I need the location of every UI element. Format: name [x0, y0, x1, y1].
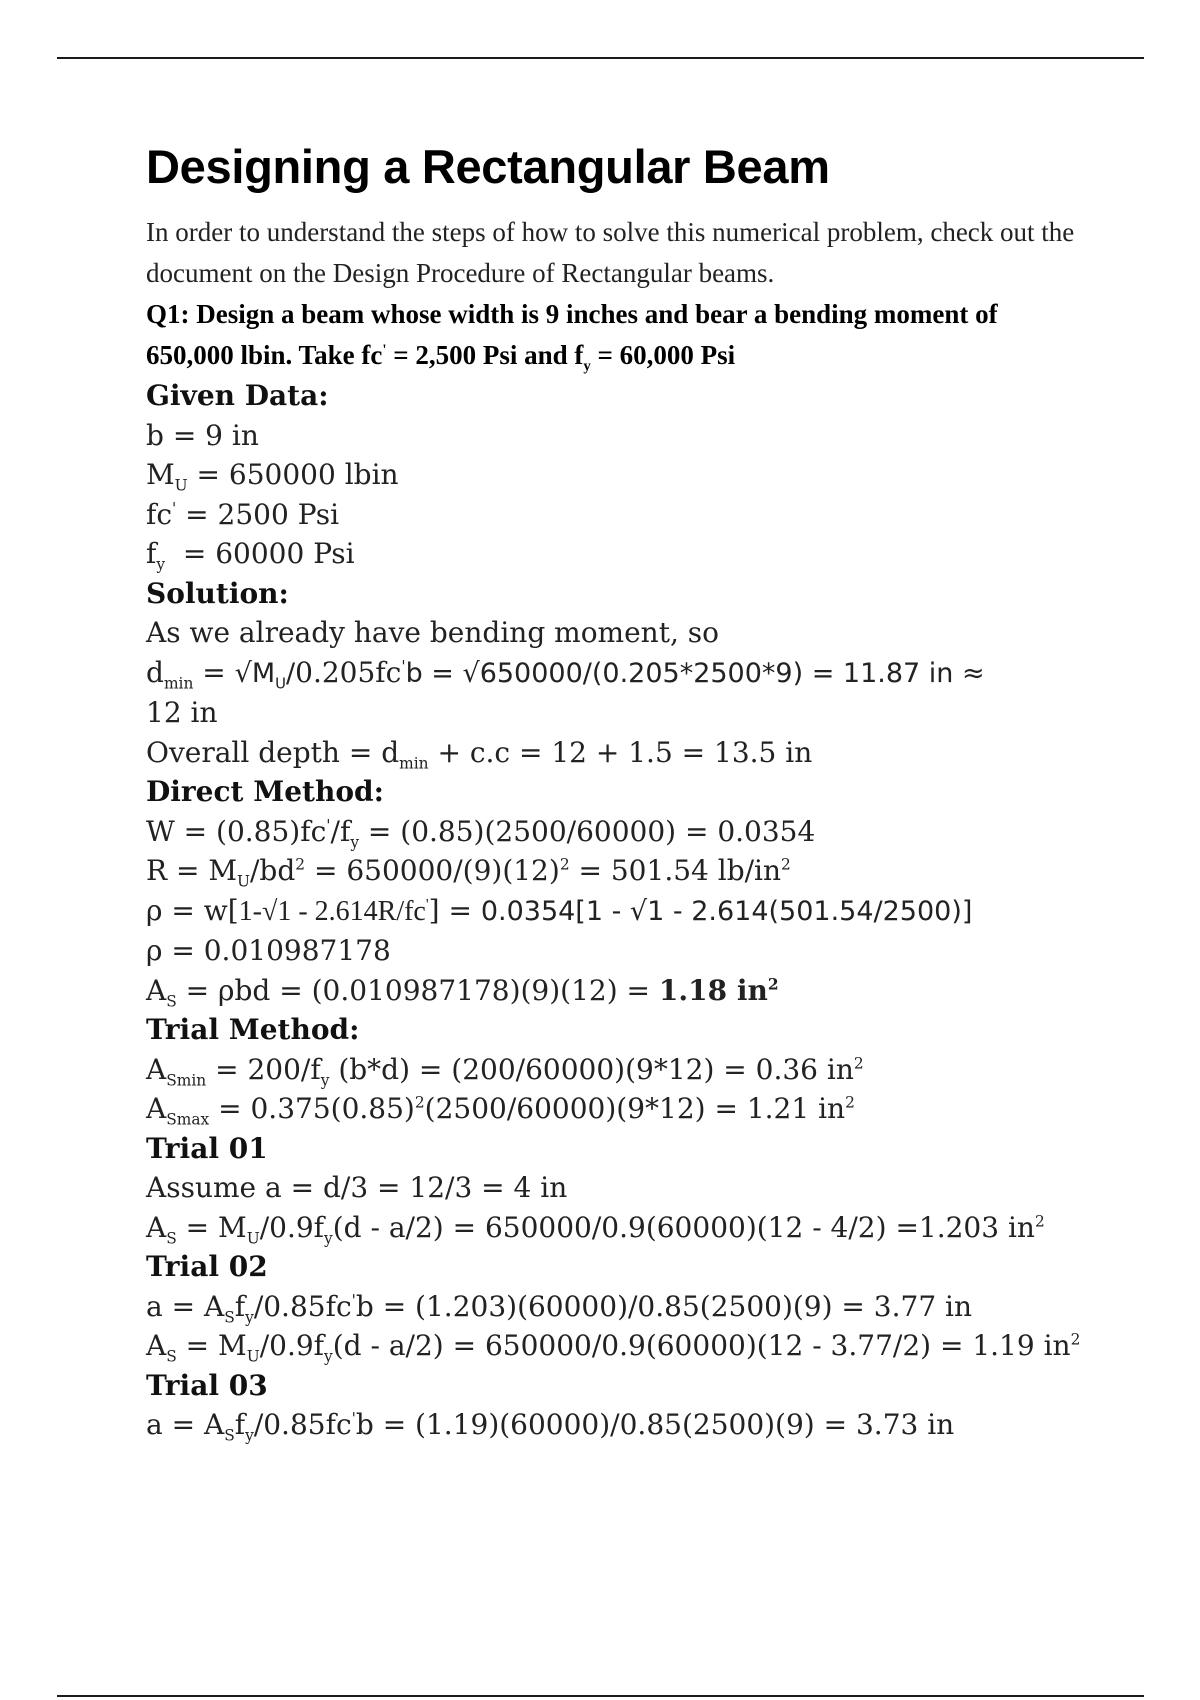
given-data-heading: Given Data:	[146, 379, 329, 413]
direct-rho-value: ρ = 0.010987178	[146, 934, 391, 968]
direct-method-heading: Direct Method:	[146, 775, 384, 809]
trial-03-a: $a = A_Sf_y/0.85fc'b = (1.19)(60000)/0.85(2500)(9) = 3.73$ in	[146, 1408, 955, 1445]
question-part-2: = 2,500 Psi and f	[386, 340, 584, 371]
direct-w: $W = (0.85)fc'/f_y = (0.85)(2500/60000) = 0.0354$	[146, 814, 816, 852]
given-b: b = 9 in	[146, 418, 259, 452]
document-body	[146, 140, 1081, 1445]
intro-paragraph: In order to understand the steps of how to solve this numerical problem, check out the document on the Design Procedure of Rectangular beams.	[146, 217, 1075, 289]
trial-asmin: $A_{Smin} = 200/f_y$ (b*d) = (200/60000)(9*12) = 0.36 $in^2$	[146, 1052, 864, 1090]
question-part-3: = 60,000 Psi	[590, 340, 736, 371]
bottom-rule	[57, 1695, 1144, 1697]
top-rule	[57, 57, 1144, 59]
trial-02-heading: Trial 02	[146, 1250, 268, 1284]
direct-as: $A_S = \rho bd = (0.010987178)(9)(12) = 1.18$ $in^2$	[146, 973, 779, 1011]
trial-method-heading: Trial Method:	[146, 1013, 360, 1047]
given-mu: $M_U = 650000$ lbin	[146, 458, 399, 495]
given-fc: fc' = 2500 Psi	[146, 497, 340, 531]
trial-03-heading: Trial 03	[146, 1368, 268, 1402]
trial-01-assume: Assume a = d/3 = 12/3 = 4 in	[146, 1171, 568, 1205]
overall-depth: Overall depth = $d_{min} + c.c = 12 + 1.5 = 13.5$ in	[146, 735, 813, 773]
direct-rho-formula: ρ = w[1-√1 - 2.614R/fc'] = 0.0354[1 - √1 - 2.614(501.54/2500)]	[146, 893, 973, 927]
solution-heading: Solution:	[146, 576, 289, 610]
trial-02-a: $a = A_Sf_y/0.85fc'b = (1.203)(60000)/0.85(2500)(9) = 3.77$ in	[146, 1289, 973, 1327]
question-part-1: Q1: Design a beam whose width is 9 inches and bear a bending moment of 650,000 lbin. Take fc	[146, 299, 998, 371]
trial-01-as: $A_S = M_U/0.9f_y(d - a/2) = 650000/0.9(60000)(12 - 4/2) =1.203$ $in^2$	[146, 1210, 1045, 1248]
dmin-equation: $d_{min} = √M_U/0.205fc'b = √650000/(0.205*2500*9) = 11.87$ in ≈	[146, 655, 985, 693]
trial-asmax: $A_{Smax} = 0.375(0.85)^2(2500/60000)(9*12) = 1.21$ $in^2$	[146, 1092, 855, 1129]
solution-intro: As we already have bending moment, so	[146, 616, 719, 650]
question-q1: Q1: Design a beam whose width is 9 inches and bear a bending moment of 650,000 lbin. Take fc' = 2,500 Psi and $f_y = 60,000$ Psi	[146, 299, 998, 375]
given-fy: $f_y = 60000$ Psi	[146, 537, 355, 574]
dmin-result: 12 in	[146, 696, 218, 730]
direct-r: $R = M_U/bd^2 = 650000/(9)(12)^2 = 501.54$ $lb/in^2$	[146, 854, 791, 891]
trial-01-heading: Trial 01	[146, 1131, 268, 1165]
page-title: Designing a Rectangular Beam	[146, 140, 830, 193]
trial-02-as: $A_S = M_U/0.9f_y(d - a/2) = 650000/0.9(60000)(12 - 3.77/2) = 1.19$ $in^2$	[146, 1329, 1081, 1366]
